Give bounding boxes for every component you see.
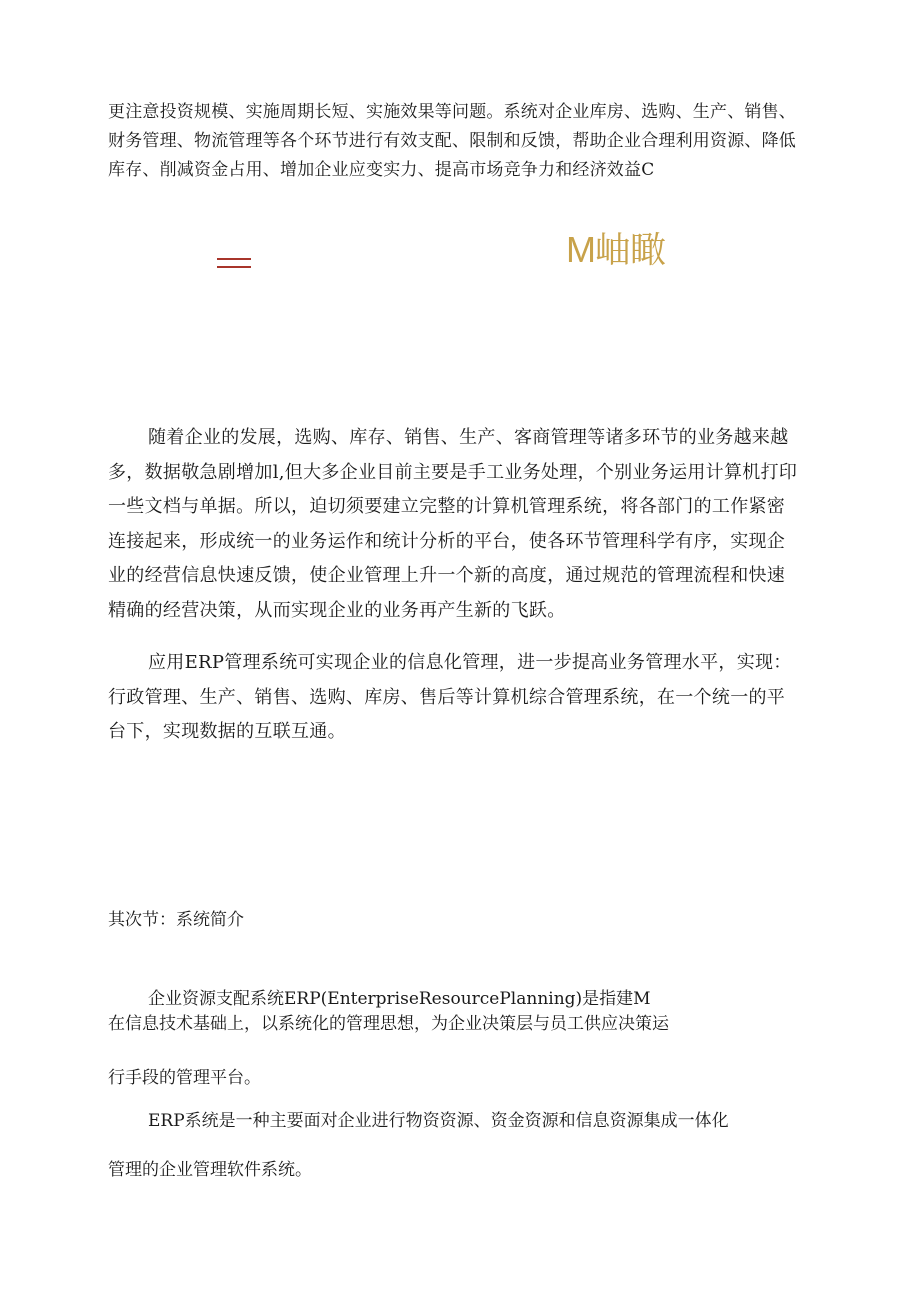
definition-block [108, 987, 798, 1037]
erp-description-line-2: 管理的企业管理软件系统。 [108, 1160, 312, 1180]
erp-description-line-1: ERP系统是一种主要面对企业进行物资资源、资金资源和信息资源集成一体化 [148, 1111, 729, 1131]
gold-logo-text: M岫瞰 [566, 229, 665, 270]
red-double-line-mark [217, 258, 251, 268]
body-paragraph-1: 随着企业的发展，选购、库存、销售、生产、客商管理等诸多环节的业务越来越多，数据敬急剧增加l,但大多企业目前主要是手工业务处理，个别业务运用计算机打印一些文档与单据。所以，迫切须要建立完整的计算机管理系统，将各部门的工作紧密连接起来，形成统一的业务运作和统计分析的平台，使各环节管理科学有序，实现企业的经营信息快速反馈，使企业管理上升一个新的高度，通过规范的管理流程和快速精确的经营决策，从而实现企业的业务再产生新的飞跃。 [108, 427, 798, 621]
definition-line-1: 企业资源支配系统ERP(EnterpriseResourcePlanning)是指建M [148, 989, 651, 1009]
intro-paragraph: 更注意投资规模、实施周期长短、实施效果等问题。系统对企业库房、选购、生产、销售、财务管理、物流管理等各个环节进行有效支配、限制和反馈，帮助企业合理利用资源、降低库存、削减资金占用、增加企业应变实力、提高市场竞争力和经济效益C [108, 102, 796, 180]
definition-line-2: 在信息技术基础上，以系统化的管理思想，为企业决策层与员工供应决策运 [108, 1014, 669, 1034]
definition-line-3: 行手段的管理平台。 [108, 1068, 261, 1088]
section-title: 其次节：系统简介 [108, 910, 244, 930]
body-paragraph-2: 应用ERP管理系统可实现企业的信息化管理，进一步提高业务管理水平，实现：行政管理、生产、销售、选购、库房、售后等计算机综合管理系统，在一个统一的平台下，实现数据的互联互通。 [108, 652, 792, 742]
